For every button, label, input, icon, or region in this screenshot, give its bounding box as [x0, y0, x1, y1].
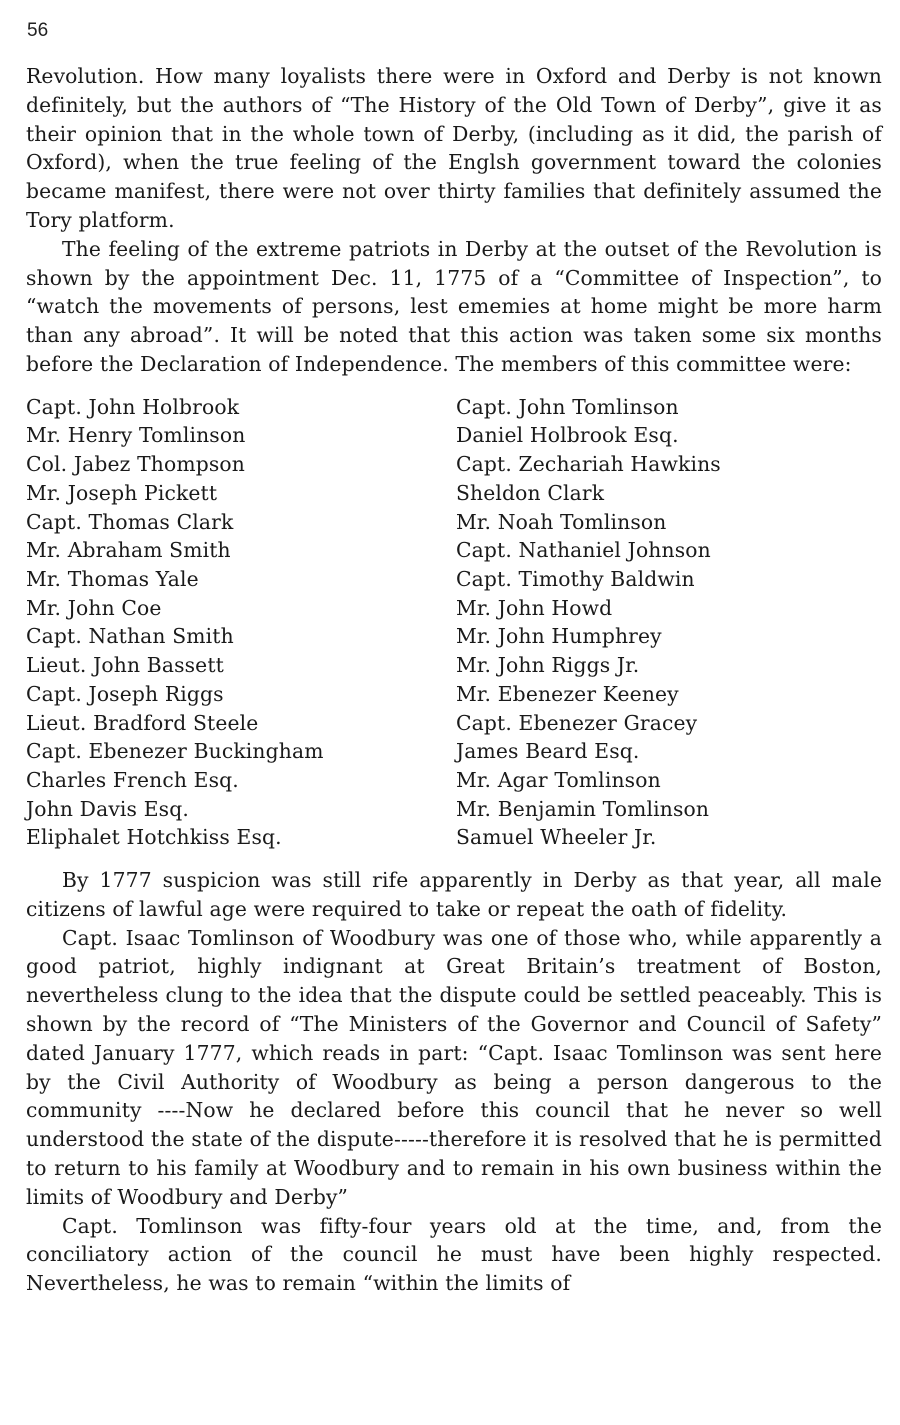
committee-member: Sheldon Clark [456, 480, 605, 505]
committee-member: Charles French Esq. [26, 767, 239, 792]
committee-member: Capt. Thomas Clark [26, 509, 234, 534]
committee-member: Mr. Ebenezer Keeney [456, 681, 679, 706]
committee-member: Capt. Nathaniel Johnson [456, 538, 711, 563]
committee-member: John Davis Esq. [26, 796, 189, 821]
committee-member: Capt. Nathan Smith [26, 624, 234, 649]
committee-member: Mr. John Coe [26, 595, 162, 620]
committee-member: Mr. Agar Tomlinson [456, 767, 661, 792]
committee-member: Capt. Ebenezer Buckingham [26, 739, 324, 764]
committee-member: Daniel Holbrook Esq. [456, 423, 679, 448]
paragraph-committee-of-inspection: The feeling of the extreme patriots in Derby at the outset of the Revolution is shown by the appointment Dec. 11, 1775 of a “Committee of Inspection”, to “watch the movements of persons, lest ememies at home might be more harm than any abroad”. It will be noted that this action was taken some six months before the Declaration of Independence. The members of this committee were: [26, 236, 882, 376]
committee-member: Mr. Henry Tomlinson [26, 423, 246, 448]
committee-member: Mr. John Humphrey [456, 624, 662, 649]
paragraph-revolution-loyalists: Revolution. How many loyalists there were in Oxford and Derby is not known definitely, but the authors of “The History of the Old Town of Derby”, give it as their opinion that in the whole town of Derby, (including as it did, the parish of Oxford), when the true feeling of the Englsh government toward the colonies became manifest, there were not over thirty families that definitely assumed the Tory platform. [26, 64, 882, 232]
committee-member: Lieut. Bradford Steele [26, 710, 259, 735]
committee-member: Capt. Timothy Baldwin [456, 566, 695, 591]
committee-member: Mr. Abraham Smith [26, 538, 231, 563]
paragraph-tomlinson-age: Capt. Tomlinson was fifty-four years old at the time, and, from the conciliatory action of the council he must have been highly respected. Nevertheless, he was to remain “within the limits of [26, 1213, 882, 1296]
committee-member: Mr. Benjamin Tomlinson [456, 796, 710, 821]
committee-member: Mr. John Howd [456, 595, 613, 620]
committee-member: Mr. Thomas Yale [26, 566, 199, 591]
committee-member: James Beard Esq. [456, 739, 640, 764]
committee-member: Samuel Wheeler Jr. [456, 825, 657, 850]
committee-member: Capt. Joseph Riggs [26, 681, 224, 706]
committee-member: Capt. Zechariah Hawkins [456, 452, 721, 477]
committee-column-left [26, 393, 456, 852]
paragraph-isaac-tomlinson: Capt. Isaac Tomlinson of Woodbury was one of those who, while apparently a good patriot, highly indignant at Great Britain’s treatment of Boston, nevertheless clung to the idea that the dispute could be settled peaceably. This is shown by the record of “The Ministers of the Governor and Council of Safety” dated January 1777, which reads in part: “Capt. Isaac Tomlinson was sent here by the Civil Authority of Woodbury as being a person dangerous to the community ----Now he declared before this council that he never so well understood the state of the dispute-----therefore it is resolved that he is permitted to return to his family at Woodbury and to remain in his own business within the limits of Woodbury and Derby” [26, 925, 882, 1209]
committee-member: Capt. Ebenezer Gracey [456, 710, 698, 735]
committee-member: Eliphalet Hotchkiss Esq. [26, 825, 282, 850]
committee-member: Col. Jabez Thompson [26, 452, 245, 477]
committee-member: Capt. John Tomlinson [456, 394, 679, 419]
committee-member: Mr. John Riggs Jr. [456, 653, 640, 678]
committee-member-list [26, 393, 882, 852]
committee-column-right [456, 393, 882, 852]
page-body [26, 62, 882, 1298]
committee-member: Capt. John Holbrook [26, 394, 240, 419]
committee-member: Lieut. John Bassett [26, 653, 224, 678]
paragraph-oath-of-fidelity: By 1777 suspicion was still rife apparently in Derby as that year, all male citizens of lawful age were required to take or repeat the oath of fidelity. [26, 868, 882, 921]
page-number: 56 [27, 20, 49, 41]
committee-member: Mr. Noah Tomlinson [456, 509, 667, 534]
committee-member: Mr. Joseph Pickett [26, 480, 218, 505]
